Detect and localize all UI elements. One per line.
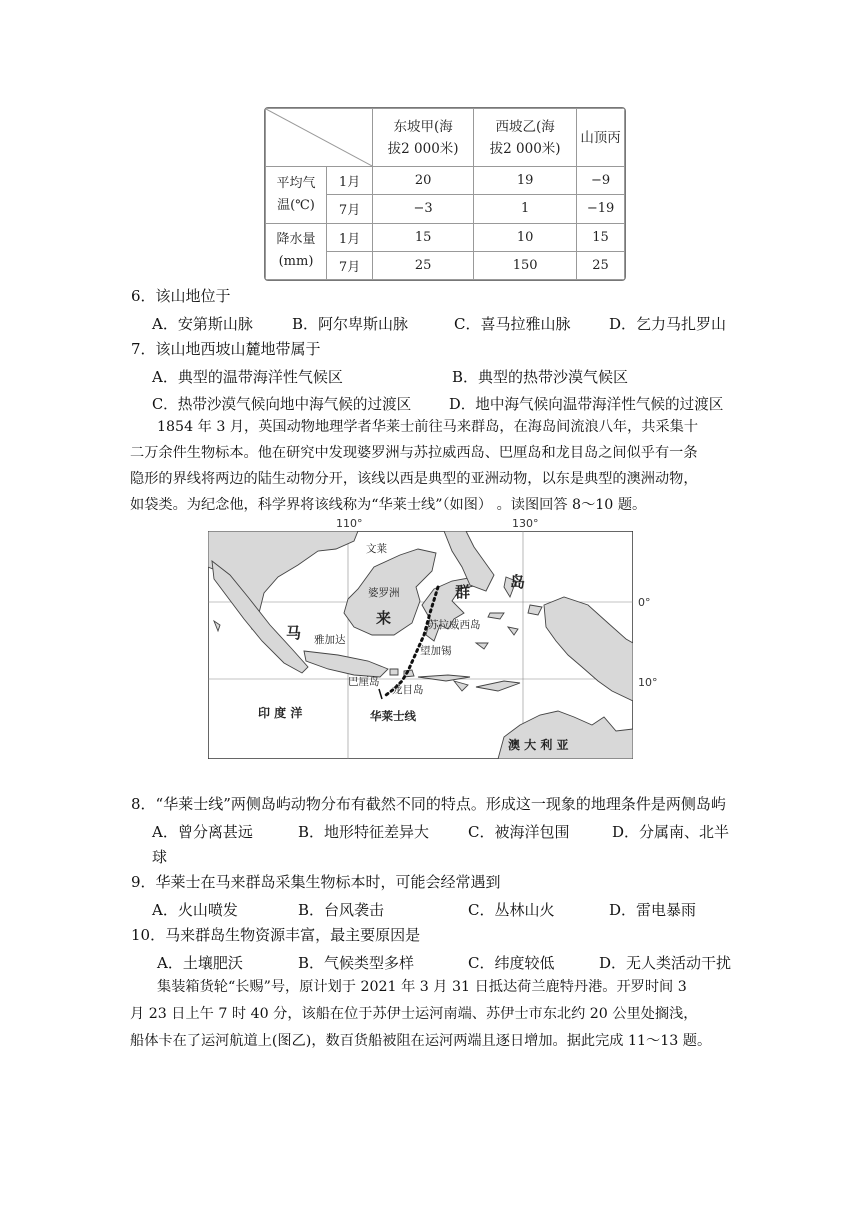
- label-australia: 澳 大 利 亚: [508, 738, 569, 752]
- value-cell: −3: [373, 195, 474, 223]
- q6-option-c[interactable]: C．喜马拉雅山脉: [454, 315, 571, 333]
- row-group-precipitation: [266, 223, 327, 280]
- col-header-line: 拔2 000米): [387, 140, 459, 157]
- lon-label-110: 110°: [336, 517, 363, 530]
- col-header-east-slope: [373, 109, 474, 167]
- q10-option-d[interactable]: D．无人类活动干扰: [599, 954, 732, 972]
- value-cell: 15: [577, 223, 625, 251]
- col-header-line: 东坡甲(海: [393, 118, 453, 135]
- label-brunei: 文莱: [366, 543, 387, 555]
- label-indian-ocean: 印 度 洋: [258, 706, 303, 720]
- q7-option-a[interactable]: A．典型的温带海洋性气候区: [152, 368, 343, 386]
- lat-label-10: 10°: [638, 676, 658, 689]
- row-group-label: (mm): [278, 254, 314, 270]
- q8-option-d-wrap: 球: [152, 848, 168, 866]
- label-archipelago-char: 岛: [510, 573, 526, 591]
- label-archipelago-char: 群: [455, 583, 471, 601]
- lon-label-130: 130°: [512, 517, 539, 530]
- col-header-line: 山顶丙: [580, 129, 621, 146]
- label-sulawesi: 苏拉威西岛: [428, 619, 481, 631]
- value-cell: 20: [373, 167, 474, 195]
- q8-option-c[interactable]: C．被海洋包围: [468, 823, 570, 841]
- climate-table: [264, 107, 626, 281]
- question-10-stem: 10．马来群岛生物资源丰富，最主要原因是: [131, 926, 421, 944]
- value-cell: 15: [373, 223, 474, 251]
- row-group-label: 平均气: [276, 175, 316, 191]
- table-corner-cell: [266, 109, 373, 167]
- value-cell: 19: [474, 167, 577, 195]
- q10-option-a[interactable]: A．土壤肥沃: [157, 954, 243, 972]
- value-cell: 10: [474, 223, 577, 251]
- q7-option-d[interactable]: D．地中海气候向温带海洋性气候的过渡区: [449, 396, 724, 413]
- q9-option-c[interactable]: C．丛林山火: [468, 901, 555, 919]
- col-header-summit: [577, 109, 625, 167]
- month-cell: 1月: [327, 223, 373, 251]
- row-group-label: 温(℃): [277, 197, 315, 213]
- value-cell: 25: [373, 251, 474, 279]
- q7-option-b[interactable]: B．典型的热带沙漠气候区: [452, 368, 629, 386]
- label-archipelago-char: 来: [376, 609, 392, 627]
- label-jakarta: 雅加达: [314, 634, 346, 646]
- q10-option-c[interactable]: C．纬度较低: [468, 954, 555, 972]
- passage-line: 如袋类。为纪念他，科学界将该线称为“华莱士线”（如图） 。读图回答 8～10 题。: [130, 497, 647, 513]
- passage-ever-given: [130, 974, 735, 1055]
- lat-label-0: 0°: [638, 596, 651, 609]
- value-cell: 25: [577, 251, 625, 279]
- question-9-stem: 9．华莱士在马来群岛采集生物标本时，可能会经常遇到: [131, 873, 501, 891]
- month-cell: 7月: [327, 251, 373, 279]
- q9-option-b[interactable]: B．台风袭击: [298, 901, 385, 919]
- label-archipelago-char: 马: [286, 624, 302, 642]
- q7-option-c[interactable]: C．热带沙漠气候向地中海气候的过渡区: [152, 396, 412, 413]
- label-makassar: 望加锡: [420, 645, 452, 657]
- bali-island: [390, 669, 398, 675]
- passage-line: 船体卡在了运河航道上(图乙)，数百货船被阻在运河两端且逐日增加。据此完成 11～13 题。: [130, 1033, 712, 1049]
- value-cell: 150: [474, 251, 577, 279]
- row-group-label: 降水量: [276, 232, 316, 248]
- question-6-stem: 6．该山地位于: [131, 287, 231, 305]
- month-cell: 1月: [327, 167, 373, 195]
- passage-line: 隐形的界线将两边的陆生动物分开，该线以西是典型的亚洲动物，以东是典型的澳洲动物，: [130, 471, 698, 487]
- passage-line: 集装箱货轮“长赐”号，原计划于 2021 年 3 月 31 日抵达荷兰鹿特丹港。开罗时间 3: [157, 979, 687, 995]
- q6-option-a[interactable]: A．安第斯山脉: [152, 315, 253, 333]
- month-cell: 7月: [327, 195, 373, 223]
- question-7-stem: 7．该山地西坡山麓地带属于: [131, 340, 321, 358]
- col-header-line: 拔2 000米): [489, 140, 561, 157]
- q6-option-b[interactable]: B．阿尔卑斯山脉: [292, 315, 409, 333]
- q9-option-d[interactable]: D．雷电暴雨: [609, 901, 697, 919]
- label-bali: 巴厘岛: [348, 676, 380, 688]
- value-cell: −9: [577, 167, 625, 195]
- value-cell: −19: [577, 195, 625, 223]
- label-wallace-line: 华莱士线: [370, 709, 416, 723]
- q9-option-a[interactable]: A．火山喷发: [152, 901, 238, 919]
- q6-option-d[interactable]: D．乞力马扎罗山: [609, 315, 727, 333]
- value-cell: 1: [474, 195, 577, 223]
- q10-option-b[interactable]: B．气候类型多样: [298, 954, 415, 972]
- passage-line: 1854 年 3 月，英国动物地理学者华莱士前往马来群岛，在海岛间流浪八年，共采集十: [157, 419, 699, 435]
- passage-line: 二万余件生物标本。他在研究中发现婆罗洲与苏拉威西岛、巴厘岛和龙目岛之间似乎有一条: [130, 445, 698, 461]
- wallace-line-map: [208, 531, 633, 759]
- label-lombok: 龙目岛: [392, 684, 424, 696]
- row-group-temperature: [266, 167, 327, 224]
- q8-option-a[interactable]: A．曾分离甚远: [152, 823, 253, 841]
- passage-line: 月 23 日上午 7 时 40 分，该船在位于苏伊士运河南端、苏伊士市东北约 20 公里处搁浅，: [130, 1006, 698, 1022]
- passage-wallace: [130, 414, 730, 518]
- q8-option-b[interactable]: B．地形特征差异大: [298, 823, 430, 841]
- label-borneo: 婆罗洲: [368, 587, 400, 599]
- col-header-line: 西坡乙(海: [495, 118, 555, 135]
- question-8-stem: 8．“华莱士线”两侧岛屿动物分布有截然不同的特点。形成这一现象的地理条件是两侧岛屿: [131, 795, 726, 813]
- q8-option-d[interactable]: D．分属南、北半: [612, 823, 730, 841]
- col-header-west-slope: [474, 109, 577, 167]
